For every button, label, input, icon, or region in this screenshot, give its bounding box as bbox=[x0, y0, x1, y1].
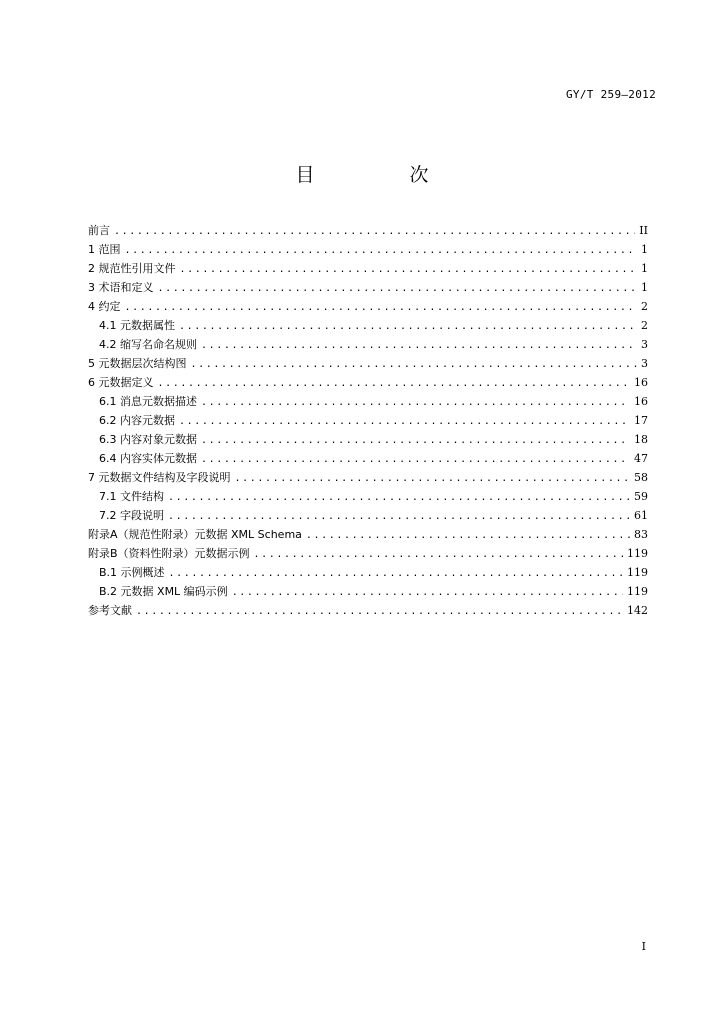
toc-entry[interactable] bbox=[88, 240, 648, 259]
toc-entry[interactable] bbox=[88, 449, 648, 468]
toc-entry-label: 前言 bbox=[88, 224, 110, 237]
toc-dot-leader bbox=[180, 260, 638, 279]
toc-dot-leader bbox=[254, 545, 623, 564]
toc-entry[interactable] bbox=[88, 468, 648, 487]
toc-entry-page: 119 bbox=[627, 566, 648, 579]
toc-entry[interactable] bbox=[88, 430, 648, 449]
toc-entry-label: B.2 元数据 XML 编码示例 bbox=[99, 585, 228, 598]
toc-entry-page: 1 bbox=[641, 281, 648, 294]
toc-dot-leader bbox=[201, 450, 630, 469]
toc-dot-leader bbox=[168, 507, 630, 526]
toc-entry[interactable] bbox=[88, 354, 648, 373]
toc-entry[interactable] bbox=[88, 525, 648, 544]
toc-entry[interactable] bbox=[88, 601, 648, 620]
toc-dot-leader bbox=[168, 488, 630, 507]
toc-entry[interactable] bbox=[88, 411, 648, 430]
toc-entry-page: 2 bbox=[641, 319, 648, 332]
toc-entry-page: 17 bbox=[634, 414, 648, 427]
toc-entry-page: 16 bbox=[634, 395, 648, 408]
toc-entry[interactable] bbox=[88, 582, 648, 601]
toc-entry-page: 142 bbox=[627, 604, 648, 617]
toc-entry-page: 119 bbox=[627, 547, 648, 560]
toc-entry-page: 47 bbox=[634, 452, 648, 465]
toc-entry[interactable] bbox=[88, 563, 648, 582]
toc-entry-page: 58 bbox=[634, 471, 648, 484]
toc-entry-label: 附录B（资料性附录）元数据示例 bbox=[88, 547, 250, 560]
toc-entry-page: 59 bbox=[634, 490, 648, 503]
toc-entry[interactable] bbox=[88, 278, 648, 297]
toc-entry-page: 83 bbox=[634, 528, 648, 541]
toc-dot-leader bbox=[232, 583, 623, 602]
toc-entry-page: 119 bbox=[627, 585, 648, 598]
toc-dot-leader bbox=[191, 355, 638, 374]
toc-entry-label: 6.3 内容对象元数据 bbox=[99, 433, 197, 446]
toc-dot-leader bbox=[201, 431, 630, 450]
toc-entry[interactable] bbox=[88, 487, 648, 506]
toc-entry-page: 2 bbox=[641, 300, 648, 313]
toc-entry-page: 3 bbox=[641, 357, 648, 370]
page-title: 目 次 bbox=[295, 164, 467, 186]
toc-entry-label: 参考文献 bbox=[88, 604, 132, 617]
toc-entry[interactable] bbox=[88, 392, 648, 411]
toc-entry-label: B.1 示例概述 bbox=[99, 566, 165, 579]
toc-entry-label: 4.1 元数据属性 bbox=[99, 319, 175, 332]
table-of-contents bbox=[88, 221, 648, 620]
toc-entry[interactable] bbox=[88, 221, 648, 240]
toc-entry[interactable] bbox=[88, 544, 648, 563]
toc-entry-label: 4.2 缩写名命名规则 bbox=[99, 338, 197, 351]
toc-entry[interactable] bbox=[88, 259, 648, 278]
toc-entry-page: II bbox=[639, 224, 648, 237]
toc-entry-label: 4 约定 bbox=[88, 300, 121, 313]
toc-entry-page: 1 bbox=[641, 262, 648, 275]
toc-dot-leader bbox=[136, 602, 623, 621]
toc-entry-page: 3 bbox=[641, 338, 648, 351]
standard-code: GY/T 259—2012 bbox=[566, 88, 656, 101]
toc-dot-leader bbox=[169, 564, 623, 583]
toc-dot-leader bbox=[201, 393, 630, 412]
toc-entry-page: 61 bbox=[634, 509, 648, 522]
toc-dot-leader bbox=[235, 469, 631, 488]
toc-dot-leader bbox=[158, 374, 631, 393]
toc-dot-leader bbox=[201, 336, 637, 355]
toc-entry[interactable] bbox=[88, 506, 648, 525]
toc-entry-label: 5 元数据层次结构图 bbox=[88, 357, 187, 370]
toc-dot-leader bbox=[158, 279, 638, 298]
toc-entry[interactable] bbox=[88, 373, 648, 392]
toc-entry-page: 18 bbox=[634, 433, 648, 446]
toc-dot-leader bbox=[179, 317, 637, 336]
toc-entry-label: 7.1 文件结构 bbox=[99, 490, 164, 503]
toc-entry-label: 2 规范性引用文件 bbox=[88, 262, 176, 275]
toc-entry[interactable] bbox=[88, 316, 648, 335]
page-number: I bbox=[641, 940, 646, 953]
toc-dot-leader bbox=[125, 298, 638, 317]
toc-entry-label: 附录A（规范性附录）元数据 XML Schema bbox=[88, 528, 302, 541]
toc-entry-label: 7 元数据文件结构及字段说明 bbox=[88, 471, 231, 484]
toc-dot-leader bbox=[306, 526, 630, 545]
toc-entry-label: 7.2 字段说明 bbox=[99, 509, 164, 522]
toc-entry-page: 16 bbox=[634, 376, 648, 389]
toc-entry-label: 6 元数据定义 bbox=[88, 376, 154, 389]
toc-entry-label: 6.1 消息元数据描述 bbox=[99, 395, 197, 408]
toc-entry-label: 1 范围 bbox=[88, 243, 121, 256]
toc-dot-leader bbox=[125, 241, 638, 260]
toc-entry-label: 3 术语和定义 bbox=[88, 281, 154, 294]
toc-dot-leader bbox=[179, 412, 630, 431]
toc-entry-label: 6.4 内容实体元数据 bbox=[99, 452, 197, 465]
toc-entry-page: 1 bbox=[641, 243, 648, 256]
toc-entry[interactable] bbox=[88, 297, 648, 316]
toc-entry-label: 6.2 内容元数据 bbox=[99, 414, 175, 427]
toc-entry[interactable] bbox=[88, 335, 648, 354]
toc-dot-leader bbox=[114, 222, 635, 241]
